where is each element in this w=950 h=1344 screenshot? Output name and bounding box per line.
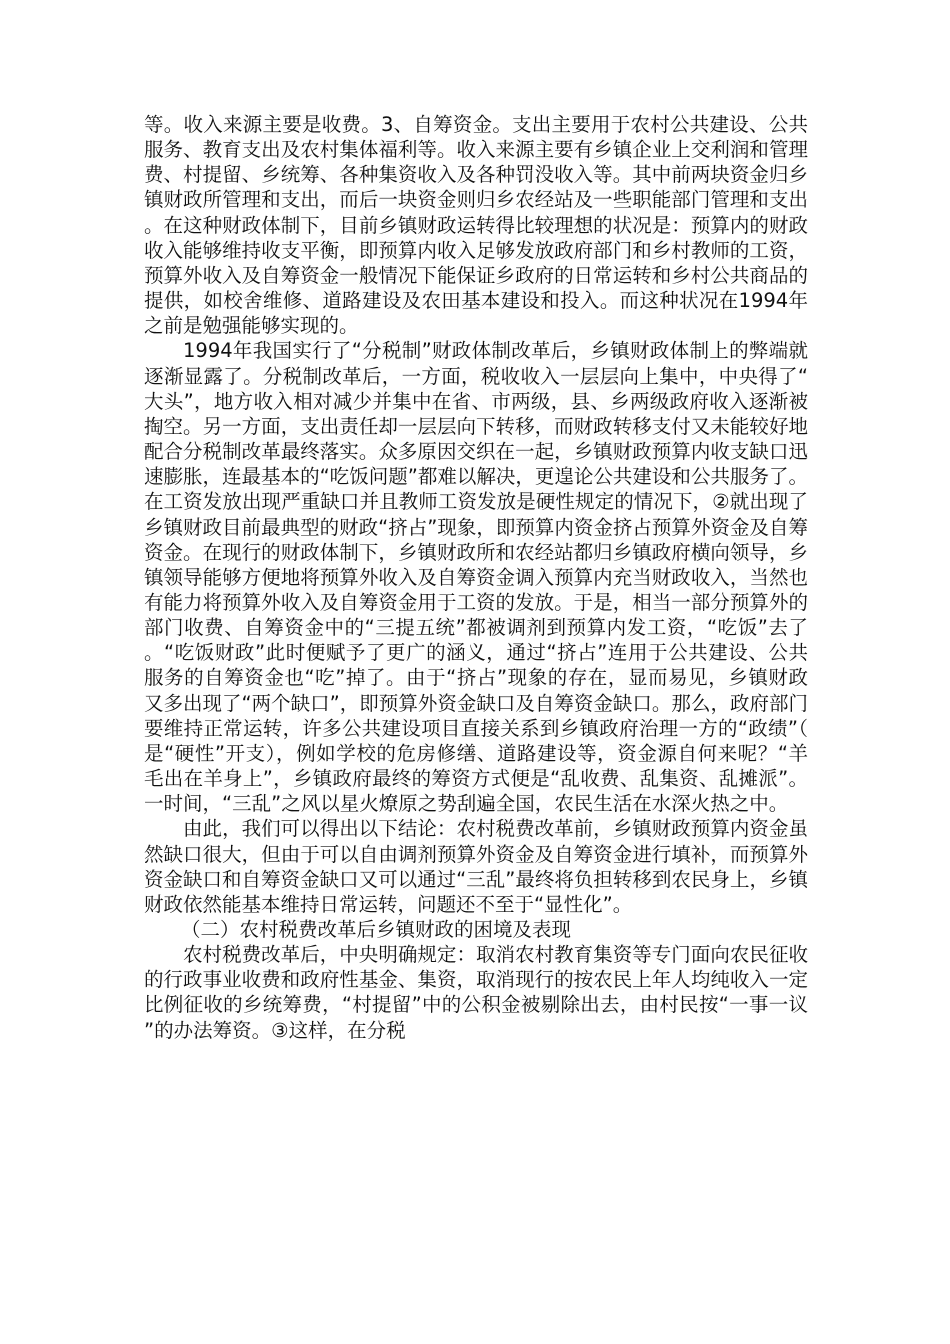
paragraph-funding-sources: 等。收入来源主要是收费。3、自筹资金。支出主要用于农村公共建设、公共服务、教育支出及农村集体福利等。收入来源主要有乡镇企业上交利润和管理费、村提留、乡统筹、各种集资收入及各种罚没收入等。其中前两块资金归乡镇财政所管理和支出，而后一块资金则归乡农经站及一些职能部门管理和支出。在这种财政体制下，目前乡镇财政运转得比较理想的状况是：预算内的财政收入能够维持收支平衡，即预算内收入足够发放政府部门和乡村教师的工资，预算外收入及自筹资金一般情况下能保证乡政府的日常运转和乡村公共商品的提供，如校舍维修、道路建设及农田基本建设和投入。而这种状况在1994年之前是勉强能够实现的。 bbox=[144, 113, 808, 338]
document-page bbox=[144, 112, 808, 1043]
paragraph-conclusion: 由此，我们可以得出以下结论：农村税费改革前，乡镇财政预算内资金虽然缺口很大，但由于可以自由调剂预算外资金及自筹资金进行填补，而预算外资金缺口和自筹资金缺口又可以通过“三乱”最终将负担转移到农民身上，乡镇财政依然能基本维持日常运转，问题还不至于“显性化”。 bbox=[144, 817, 808, 916]
paragraph-tax-sharing-reform: 1994年我国实行了“分税制”财政体制改革后，乡镇财政体制上的弊端就逐渐显露了。分税制改革后，一方面，税收收入一层层向上集中，中央得了“大头”，地方收入相对减少并集中在省、市两级，县、乡两级政府收入逐渐被掏空。另一方面，支出责任却一层层向下转移，而财政转移支付又未能较好地配合分税制改革最终落实。众多原因交织在一起，乡镇财政预算内收支缺口迅速膨胀，连最基本的“吃饭问题”都难以解决，更遑论公共建设和公共服务了。在工资发放出现严重缺口并且教师工资发放是硬性规定的情况下，②就出现了乡镇财政目前最典型的财政“挤占”现象，即预算内资金挤占预算外资金及自筹资金。在现行的财政体制下，乡镇财政所和农经站都归乡镇政府横向领导，乡镇领导能够方便地将预算外收入及自筹资金调入预算内充当财政收入，当然也有能力将预算外收入及自筹资金用于工资的发放。于是，相当一部分预算外的部门收费、自筹资金中的“三提五统”都被调剂到预算内发工资，“吃饭”去了。“吃饭财政”此时便赋予了更广的涵义，通过“挤占”连用于公共建设、公共服务的自筹资金也“吃”掉了。由于“挤占”现象的存在，显而易见，乡镇财政又多出现了“两个缺口”，即预算外资金缺口及自筹资金缺口。那么，政府部门要维持正常运转，许多公共建设项目直接关系到乡镇政府治理一方的“政绩”（是“硬性”开支），例如学校的危房修缮、道路建设等，资金源自何来呢？“羊毛出在羊身上”，乡镇政府最终的筹资方式便是“乱收费、乱集资、乱摊派”。一时间，“三乱”之风以星火燎原之势刮遍全国，农民生活在水深火热之中。 bbox=[144, 339, 808, 816]
section-heading: （二）农村税费改革后乡镇财政的困境及表现 bbox=[181, 918, 572, 941]
paragraph-after-reform: 农村税费改革后，中央明确规定：取消农村教育集资等专门面向农民征收的行政事业收费和政府性基金、集资，取消现行的按农民上年人均纯收入一定比例征收的乡统筹费，“村提留”中的公积金被剔除出去，由村民按“一事一议”的办法筹资。③这样，在分税 bbox=[144, 943, 808, 1042]
